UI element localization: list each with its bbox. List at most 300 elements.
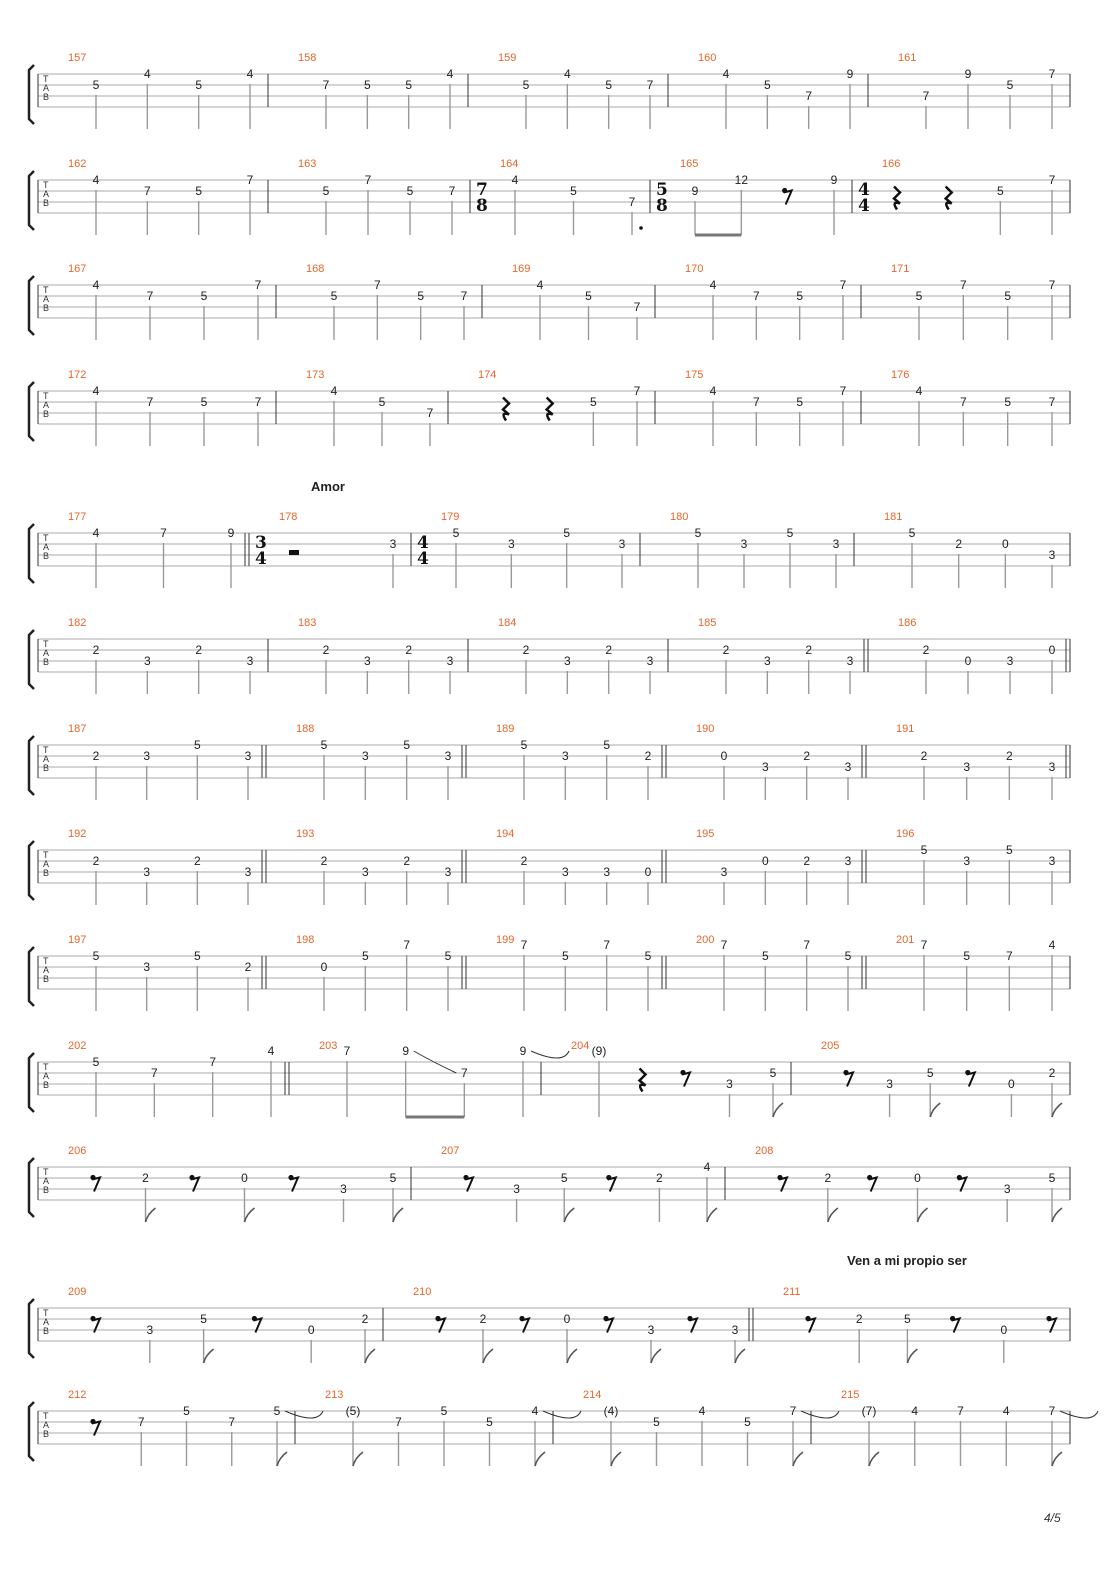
fret-number: 2 [920,749,928,763]
measure-number: 187 [68,723,87,735]
fret-number: 0 [964,654,972,668]
fret-number: 7 [254,395,262,409]
fret-number: 5 [963,949,971,963]
measure [496,723,662,800]
fret-number: 7 [957,1404,964,1418]
tab-clef-letter: A [43,859,50,869]
fret-number: 4 [92,173,100,187]
fret-number: 7 [373,278,381,292]
fret-number: 3 [603,865,611,879]
measure-number: 201 [896,934,915,946]
fret-number: 5 [561,949,569,963]
eighth-flag [1052,1208,1062,1222]
tab-clef-letter: B [43,974,50,984]
fret-number: 4 [915,384,923,398]
fret-number: 4 [1002,1404,1010,1418]
measure [696,828,862,905]
tab-clef-letter: T [43,533,49,543]
fret-number: 3 [143,960,151,974]
measure [685,263,847,340]
fret-number: 2 [605,643,613,657]
tie-arc [1060,1411,1098,1418]
tab-clef-letter: T [43,956,49,966]
measure [571,1040,783,1117]
fret-number: 5 [92,1055,100,1069]
fret-number: 7 [646,78,654,92]
eighth-flag [564,1208,574,1222]
staff-system [29,1145,1070,1222]
fret-number: 3 [244,749,252,763]
fret-number: 5 [440,1404,448,1418]
system-bracket [29,524,34,583]
tab-clef-letter: B [43,763,50,773]
tab-clef-letter: B [43,303,50,313]
measure [296,934,462,1011]
measure [255,511,397,588]
tie-arc [285,1411,323,1418]
measure [698,617,864,694]
fret-number: 3 [246,654,254,668]
system-bracket [29,841,34,900]
fret-number: 0 [563,1312,571,1326]
fret-number: 4 [911,1404,919,1418]
fret-number: 5 [193,738,201,752]
eighth-flag [918,1208,928,1222]
fret-number: 5 [920,843,928,857]
fret-number: 3 [646,654,654,668]
fret-number: 7 [228,1415,236,1429]
fret-number: 5 [92,949,100,963]
system-bracket [29,65,34,124]
fret-number: 5 [570,184,577,198]
tab-clef-letter: A [43,1176,50,1186]
fret-number: 5 [520,738,528,752]
measure [656,158,838,235]
tab-clef-letter: A [43,648,50,658]
measure [478,369,641,446]
measure-number: 183 [298,617,317,629]
measure [68,1389,323,1466]
fret-number: 2 [403,854,411,868]
tab-clef-letter: B [43,1429,50,1439]
fret-number: 3 [363,654,371,668]
measure [583,1389,839,1466]
fret-number: 7 [146,395,154,409]
staff-system [29,1040,1070,1117]
measure [68,263,262,340]
measure [755,1145,1062,1222]
fret-number: 5 [361,949,369,963]
fret-number: (4) [603,1404,619,1418]
fret-number: 5 [1005,843,1013,857]
fret-number: 2 [803,854,811,868]
fret-number: 5 [486,1415,493,1429]
quarter-rest [547,398,553,421]
measure-number: 199 [496,934,515,946]
tie-arc [531,1051,569,1058]
measure [441,1145,717,1222]
fret-number: 5 [769,1066,777,1080]
tab-clef-letter: T [43,74,49,84]
measure-number: 214 [583,1389,602,1401]
fret-number: 9 [846,67,854,81]
lyric-text: Ven a mi propio ser [847,1253,967,1268]
eighth-flag [611,1452,621,1466]
fret-number: 7 [628,195,636,209]
fret-number: 4 [531,1404,539,1418]
measure [884,511,1056,588]
eighth-flag [1052,1103,1062,1117]
eighth-flag [651,1349,661,1363]
fret-number: (5) [345,1404,361,1418]
measure-number: 212 [68,1389,87,1401]
fret-number: 5 [904,1312,911,1326]
fret-number: 2 [195,643,203,657]
fret-number: 5 [1004,395,1012,409]
fret-number: 5 [926,1066,934,1080]
fret-number: 2 [244,960,252,974]
measure [858,158,1056,235]
fret-number: 5 [417,289,425,303]
fret-number: 9 [519,1044,527,1058]
staff-system [29,52,1070,129]
fret-number: 7 [959,395,967,409]
eighth-flag [567,1349,577,1363]
tie-arc [543,1411,581,1418]
measure-number: 190 [696,723,715,735]
fret-number: 4 [330,384,338,398]
fret-number: 5 [322,184,330,198]
fret-number: 3 [340,1182,347,1196]
measure [898,52,1056,129]
fret-number: 7 [1005,949,1013,963]
fret-number: 3 [389,537,397,551]
measure [68,369,262,446]
fret-number: 5 [563,526,571,540]
measure-number: 161 [898,52,917,64]
quarter-rest [894,187,900,210]
fret-number: 3 [763,654,771,668]
fret-number: 3 [846,654,854,668]
fret-number: 5 [320,738,328,752]
fret-number: 5 [1006,78,1014,92]
fret-number: 2 [479,1312,487,1326]
eighth-flag [277,1452,287,1466]
system-bracket [29,736,34,795]
measure [896,934,1056,1011]
measure-number: 163 [298,158,317,170]
eighth-flag [793,1452,803,1466]
fret-number: 2 [1048,1066,1056,1080]
fret-number: 0 [644,865,652,879]
tab-clef-letter: A [43,400,50,410]
tab-clef-letter: B [43,198,50,208]
eighth-flag [869,1452,879,1466]
fret-number: 7 [959,278,967,292]
fret-number: 7 [1048,1404,1056,1418]
measure [696,934,862,1011]
measure [68,1145,403,1222]
tab-clef-letter: T [43,391,49,401]
tab-clef-letter: A [43,542,50,552]
measure [68,1286,375,1363]
eighth-flag [204,1349,214,1363]
fret-number: 5 [603,738,611,752]
measure-number: 210 [413,1286,432,1298]
fret-number: 4 [511,173,519,187]
tab-clef-letter: T [43,1062,49,1072]
measure [696,723,862,800]
fret-number: 2 [92,749,100,763]
tab-clef-letter: A [43,965,50,975]
time-signature-bottom: 4 [417,549,429,569]
fret-number: 5 [761,949,769,963]
fret-number: 5 [844,949,852,963]
fret-number: 4 [709,278,717,292]
measure-number: 172 [68,369,87,381]
fret-number: 7 [448,184,456,198]
measure-number: 203 [319,1040,338,1052]
fret-number: 4 [92,384,100,398]
measure [512,263,641,340]
fret-number: 7 [520,938,528,952]
measure-number: 165 [680,158,699,170]
staff-system [29,723,1070,800]
staff-system [29,479,1070,588]
measure [670,511,840,588]
fret-number: 2 [824,1171,832,1185]
measure-number: 185 [698,617,717,629]
fret-number: 5 [786,526,794,540]
measure-number: 158 [298,52,317,64]
fret-number: 5 [403,738,411,752]
measure [821,1040,1062,1117]
fret-number: 2 [922,643,930,657]
tab-clef-letter: T [43,639,49,649]
fret-number: 7 [1048,395,1056,409]
time-signature-top: 5 [656,180,668,200]
staff-system [29,828,1070,905]
tab-clef-letter: B [43,551,50,561]
fret-number: 7 [160,526,167,540]
measure-number: 188 [296,723,315,735]
fret-number: 5 [908,526,916,540]
fret-number: 9 [227,526,235,540]
measure-number: 192 [68,828,87,840]
tab-clef-letter: B [43,1185,50,1195]
fret-number: 5 [452,526,460,540]
measure [896,828,1056,905]
fret-number: 3 [1006,654,1014,668]
fret-number: 5 [200,395,208,409]
system-bracket [29,1158,34,1217]
measure [68,617,254,694]
fret-number: 3 [444,865,452,879]
fret-number: 3 [1048,548,1056,562]
system-bracket [29,947,34,1006]
fret-number: 7 [254,278,262,292]
fret-number: 5 [560,1171,568,1185]
fret-number: 7 [403,938,411,952]
fret-number: 2 [805,643,813,657]
fret-number: 7 [209,1055,217,1069]
tab-clef-letter: A [43,1071,50,1081]
fret-number: 5 [653,1415,660,1429]
fret-number: 7 [752,289,760,303]
fret-number: 4 [92,526,100,540]
measure-number: 176 [891,369,910,381]
measure-number: 204 [571,1040,590,1052]
fret-number: 3 [726,1077,733,1091]
fret-number: 5 [200,1312,207,1326]
time-signature-bottom: 8 [476,196,488,216]
tab-clef-letter: A [43,83,50,93]
fret-number: 5 [183,1404,190,1418]
fret-number: 2 [955,537,963,551]
fret-number: 7 [460,1066,468,1080]
fret-number: 7 [720,938,728,952]
fret-number: 5 [273,1404,281,1418]
fret-number: 2 [1005,749,1013,763]
fret-number: 5 [796,395,804,409]
fret-number: 0 [320,960,328,974]
fret-number: 5 [585,289,592,303]
measure-number: 202 [68,1040,87,1052]
tab-clef-letter: B [43,1326,50,1336]
measure [685,369,847,446]
fret-number: 2 [92,643,100,657]
fret-number: 3 [513,1182,520,1196]
tab-clef-letter: A [43,754,50,764]
measure-number: 157 [68,52,87,64]
time-signature-top: 3 [255,533,267,553]
fret-number: 7 [343,1044,351,1058]
fret-number: 5 [195,78,203,92]
quarter-rest [503,398,509,421]
staff-system [29,1253,1070,1363]
measure-number: 213 [325,1389,344,1401]
fret-number: 3 [146,1323,154,1337]
system-bracket [29,1299,34,1358]
staff-system [29,934,1070,1011]
fret-number: 4 [563,67,571,81]
measure-number: 160 [698,52,717,64]
fret-number: 3 [761,760,769,774]
fret-number: 5 [389,1171,397,1185]
fret-number: 3 [143,654,151,668]
fret-number: (7) [861,1404,877,1418]
fret-number: 7 [143,184,151,198]
fret-number: 2 [193,854,201,868]
fret-number: 5 [363,78,371,92]
fret-number: 9 [691,184,699,198]
fret-number: 7 [137,1415,145,1429]
measure-number: 174 [478,369,497,381]
measure [498,52,654,129]
fret-number: 7 [150,1066,158,1080]
fret-number: 7 [603,938,611,952]
fret-number: 4 [246,67,254,81]
measure [841,1389,1098,1466]
fret-number: 5 [330,289,338,303]
fret-number: 7 [803,938,811,952]
fret-number: 5 [1048,1171,1056,1185]
fret-number: 3 [444,749,452,763]
tab-clef-letter: T [43,850,49,860]
measure-number: 171 [891,263,910,275]
fret-number: 5 [195,184,203,198]
eighth-flag [907,1349,917,1363]
fret-number: 0 [307,1323,315,1337]
measure [698,52,854,129]
fret-number: 3 [143,865,151,879]
fret-number: 0 [1000,1323,1008,1337]
system-bracket [29,630,34,689]
fret-number: (9) [591,1044,607,1058]
fret-number: 5 [200,289,208,303]
fret-number: 3 [832,537,840,551]
system-bracket [29,382,34,441]
eighth-flag [707,1208,717,1222]
measure [298,52,454,129]
fret-number: 2 [361,1312,369,1326]
fret-number: 5 [406,184,414,198]
fret-number: 2 [405,643,413,657]
measure-number: 206 [68,1145,87,1157]
tab-clef-letter: B [43,409,50,419]
fret-number: 3 [1003,1182,1011,1196]
measure-number: 211 [783,1286,801,1298]
eighth-flag [146,1208,156,1222]
fret-number: 5 [996,184,1004,198]
fret-number: 7 [633,300,641,314]
system-bracket [29,1053,34,1112]
tab-clef-letter: B [43,657,50,667]
fret-number: 2 [644,749,652,763]
measure-number: 205 [821,1040,840,1052]
fret-number: 0 [761,854,769,868]
measure [298,158,456,235]
tab-clef-letter: B [43,92,50,102]
tie-arc [801,1411,839,1418]
measure [306,263,468,340]
measure-number: 215 [841,1389,860,1401]
tab-clef-letter: B [43,868,50,878]
fret-number: 4 [698,1404,706,1418]
measure-number: 200 [696,934,715,946]
fret-number: 0 [1008,1077,1015,1091]
fret-number: 5 [1004,289,1012,303]
measure [68,1040,285,1117]
fret-number: 7 [246,173,254,187]
fret-number: 4 [709,384,717,398]
fret-number: 7 [922,89,930,103]
measure-number: 175 [685,369,704,381]
staff-system [29,369,1070,446]
fret-number: 0 [720,749,728,763]
fret-number: 4 [446,67,454,81]
fret-number: 9 [830,173,838,187]
eighth-flag [365,1349,375,1363]
fret-number: 5 [605,78,613,92]
tab-clef-letter: T [43,180,49,190]
eighth-flag [483,1349,493,1363]
fret-number: 5 [694,526,702,540]
fret-number: 3 [844,854,852,868]
fret-number: 4 [143,67,151,81]
measure-number: 196 [896,828,915,840]
staff-system [29,263,1070,340]
